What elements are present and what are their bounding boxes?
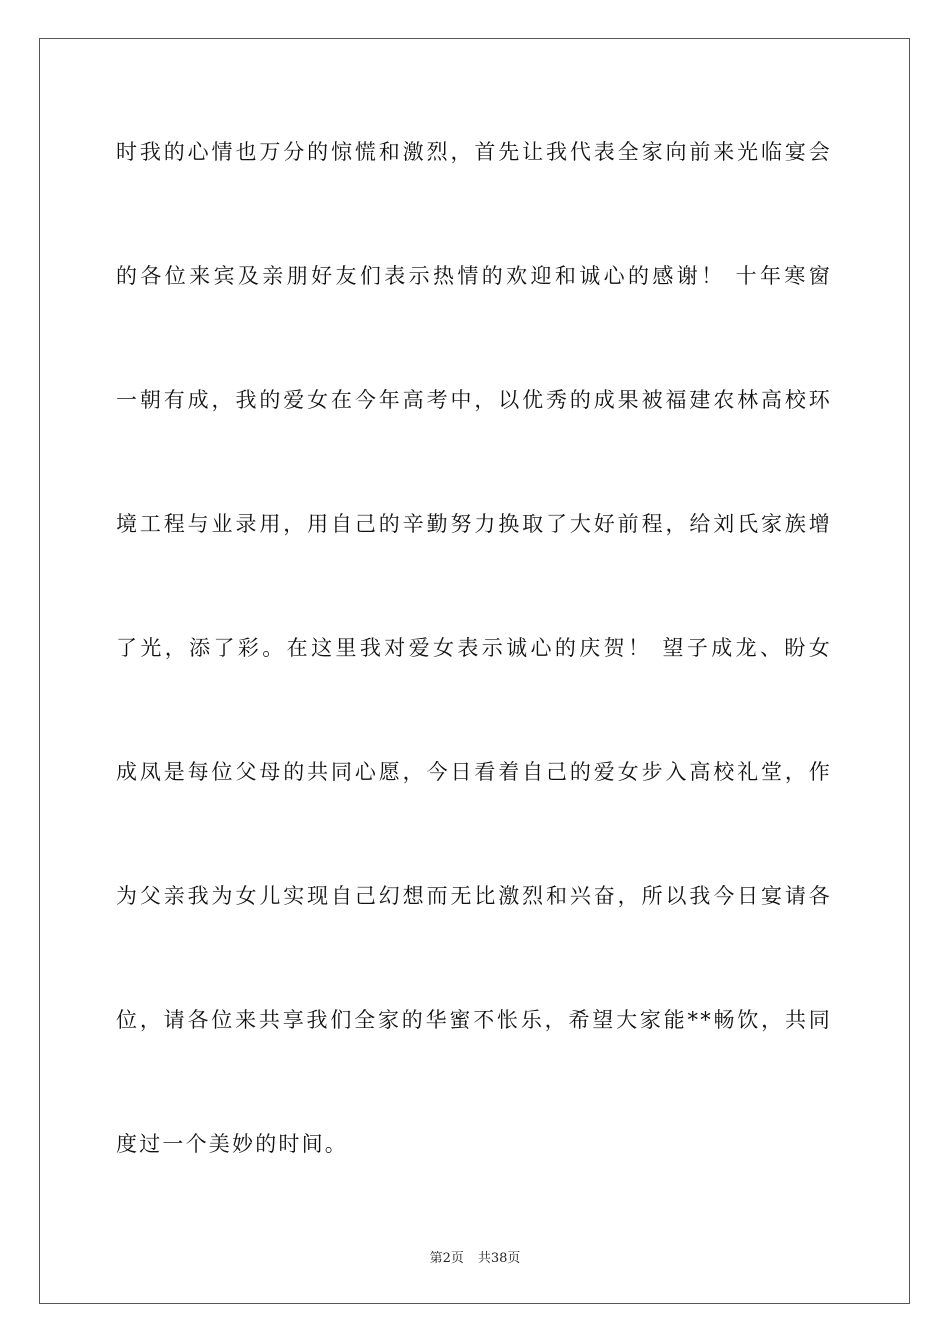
page-number: 第2页	[429, 1251, 464, 1266]
document-body	[116, 131, 832, 1247]
paragraph-line: 了光，添了彩。在这里我对爱女表示诚心的庆贺！ 望子成龙、盼女	[116, 636, 832, 660]
page-total: 共38页	[477, 1251, 521, 1266]
paragraph-line: 一朝有成，我的爱女在今年高考中，以优秀的成果被福建农林高校环	[116, 388, 832, 412]
paragraph-line: 的各位来宾及亲朋好友们表示热情的欢迎和诚心的感谢！ 十年寒窗	[116, 264, 832, 288]
paragraph-line: 境工程与业录用，用自己的辛勤努力换取了大好前程，给刘氏家族增	[116, 512, 832, 536]
page-footer	[0, 1247, 950, 1266]
paragraph-line: 成凤是每位父母的共同心愿，今日看着自己的爱女步入高校礼堂，作	[116, 760, 832, 784]
paragraph-line: 时我的心情也万分的惊慌和激烈，首先让我代表全家向前来光临宴会	[116, 140, 832, 164]
paragraph-line: 位，请各位来共享我们全家的华蜜不怅乐，希望大家能**畅饮，共同	[116, 1008, 832, 1032]
paragraph-line: 为父亲我为女儿实现自己幻想而无比激烈和兴奋，所以我今日宴请各	[116, 884, 832, 908]
paragraph-line: 度过一个美妙的时间。	[116, 1132, 348, 1156]
